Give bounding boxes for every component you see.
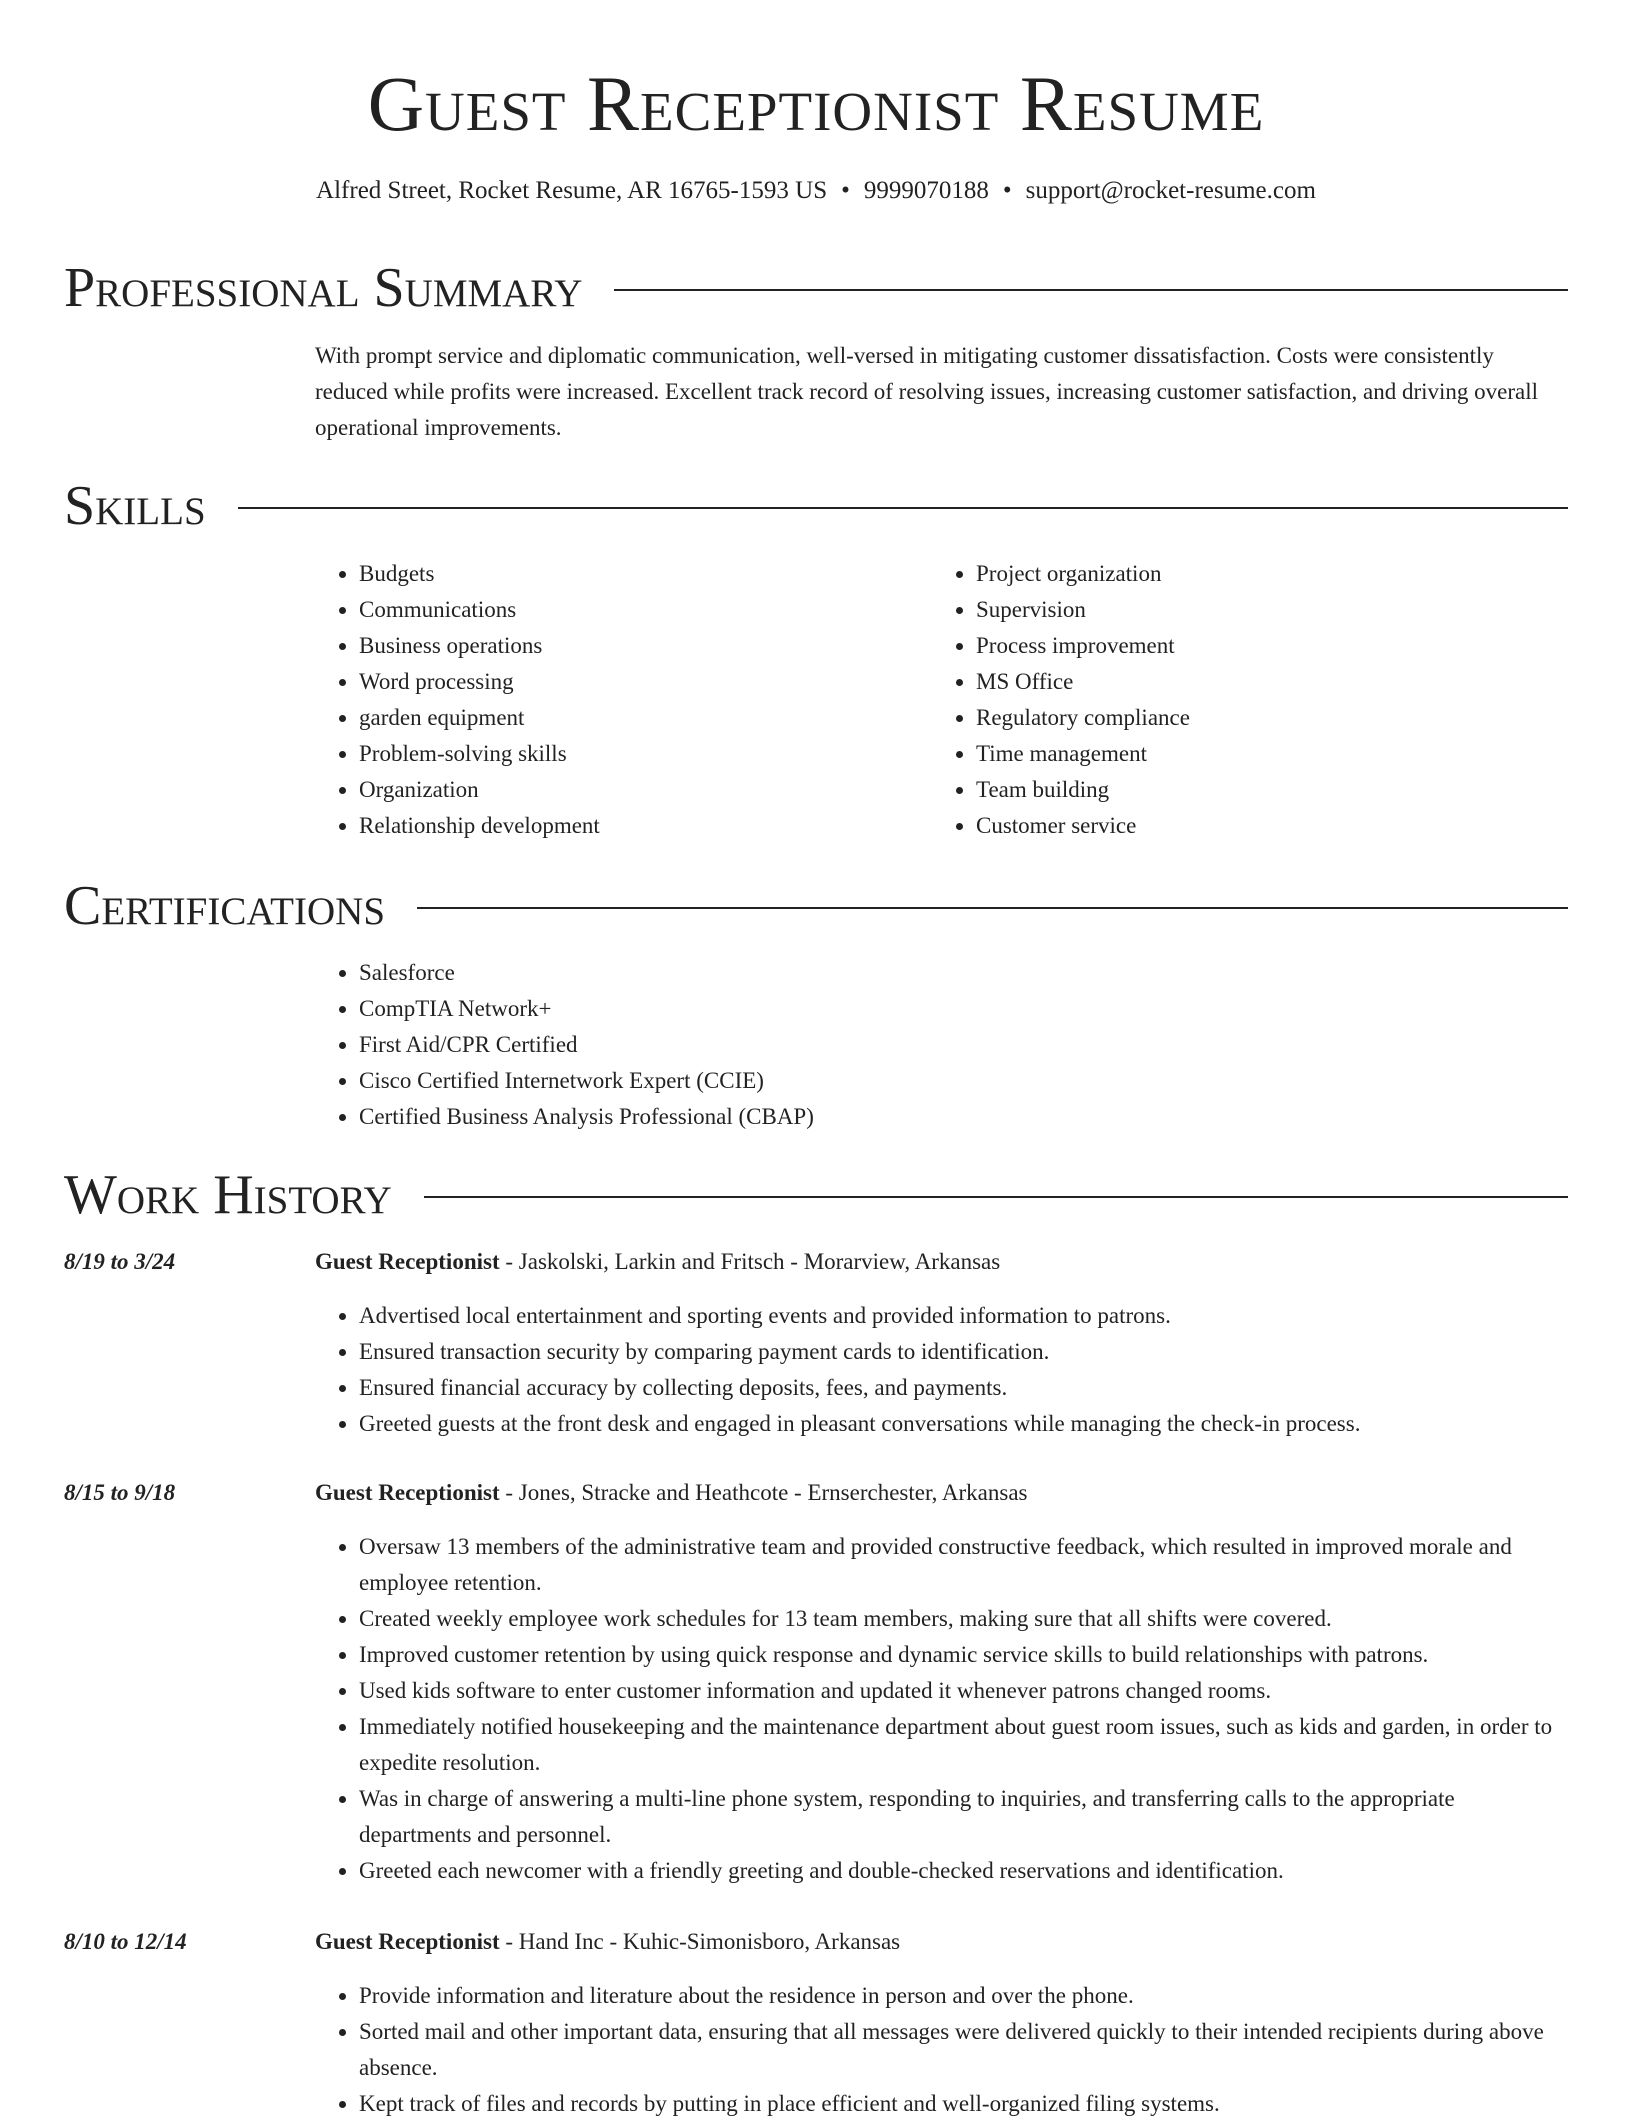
job-header (315, 1244, 1568, 1280)
certification-item: • Salesforce (359, 955, 1568, 991)
skills-list-left (315, 556, 915, 844)
page-title: Guest Receptionist Resume (367, 60, 1265, 147)
skill-item: • Regulatory compliance (976, 700, 1532, 736)
contact-phone: 9999070188 (863, 177, 989, 204)
summary-section-header (64, 258, 1568, 318)
certification-item: • Certified Business Analysis Professional (CBAP) (359, 1099, 1568, 1135)
job-company: - Jones, Stracke and Heathcote - Ernserchester, Arkansas (499, 1480, 1028, 1505)
duty-item: • Ensured financial accuracy by collecting deposits, fees, and payments. (359, 1370, 1568, 1406)
job-title: Guest Receptionist (315, 1929, 500, 1954)
skill-item: • Process improvement (976, 628, 1532, 664)
job-duties (315, 1978, 1568, 2122)
section-divider (417, 907, 1568, 909)
duty-item: • Was in charge of answering a multi-line phone system, responding to inquiries, and transferring calls to the appropriate departments and personnel. (359, 1781, 1568, 1853)
work-history-section-header (64, 1165, 1568, 1225)
duty-item: • Created weekly employee work schedules for 13 team members, making sure that all shifts were covered. (359, 1601, 1568, 1637)
skill-item: • Business operations (359, 628, 915, 664)
summary-text: With prompt service and diplomatic communication, well-versed in mitigating customer dissatisfaction. Costs were consistently reduced while profits were increased. Excellent track record of resolving issues, increasing customer satisfaction, and driving overall operational improvements. (315, 343, 1539, 440)
skill-item: • Supervision (976, 592, 1532, 628)
duty-item: • Improved customer retention by using quick response and dynamic service skills to build relationships with patrons. (359, 1637, 1568, 1673)
job-dates: 8/15 to 9/18 (64, 1480, 176, 1505)
duty-item: • Greeted guests at the front desk and engaged in pleasant conversations while managing the check-in process. (359, 1406, 1568, 1442)
job-title: Guest Receptionist (315, 1249, 500, 1274)
contact-separator: • (1002, 177, 1012, 204)
summary-heading: Professional Summary (64, 257, 583, 319)
certifications-section-header (64, 876, 1568, 936)
skill-item: • Team building (976, 772, 1532, 808)
skill-item: • MS Office (976, 664, 1532, 700)
contact-address: Alfred Street, Rocket Resume, AR 16765-1593 US (316, 177, 828, 204)
contact-email: support@rocket-resume.com (1025, 177, 1316, 204)
skill-item: • Budgets (359, 556, 915, 592)
duty-item: • Oversaw 13 members of the administrative team and provided constructive feedback, which resulted in improved morale and employee retention. (359, 1529, 1568, 1601)
certification-item: • First Aid/CPR Certified (359, 1027, 1568, 1063)
skill-item: • Problem-solving skills (359, 736, 915, 772)
duty-item: • Greeted each newcomer with a friendly greeting and double-checked reservations and identification. (359, 1853, 1568, 1889)
duty-item: • Ensured transaction security by comparing payment cards to identification. (359, 1334, 1568, 1370)
skill-item: • Word processing (359, 664, 915, 700)
duty-item: • Provide information and literature about the residence in person and over the phone. (359, 1978, 1568, 2014)
skill-item: • Time management (976, 736, 1532, 772)
job-company: - Jaskolski, Larkin and Fritsch - Morarview, Arkansas (499, 1249, 1001, 1274)
contact-separator: • (841, 177, 850, 204)
certification-item: • CompTIA Network+ (359, 991, 1568, 1027)
job-dates: 8/19 to 3/24 (64, 1249, 176, 1274)
duty-item: • Sorted mail and other important data, ensuring that all messages were delivered quickly to their intended recipients during above absence. (359, 2014, 1568, 2086)
skill-item: • Project organization (976, 556, 1532, 592)
job-duties (315, 1298, 1568, 1442)
certifications-heading: Certifications (64, 875, 386, 937)
certification-item: • Cisco Certified Internetwork Expert (CCIE) (359, 1063, 1568, 1099)
skill-item: • Organization (359, 772, 915, 808)
job-dates: 8/10 to 12/14 (64, 1929, 187, 1954)
duty-item: • Immediately notified housekeeping and the maintenance department about guest room issues, such as kids and garden, in order to expedite resolution. (359, 1709, 1568, 1781)
job-company: - Hand Inc - Kuhic-Simonisboro, Arkansas (499, 1929, 901, 1954)
work-history-heading: Work History (64, 1164, 392, 1226)
job-duties (315, 1529, 1568, 1889)
section-divider (238, 507, 1568, 509)
job-header (315, 1475, 1568, 1511)
skills-list-right (932, 556, 1532, 844)
skill-item: • Customer service (976, 808, 1532, 844)
skill-item: • garden equipment (359, 700, 915, 736)
skills-heading: Skills (64, 475, 206, 537)
section-divider (424, 1196, 1568, 1198)
job-header (315, 1924, 1568, 1960)
job-title: Guest Receptionist (315, 1480, 500, 1505)
section-divider (614, 289, 1568, 291)
duty-item: • Kept track of files and records by putting in place efficient and well-organized filing systems. (359, 2086, 1568, 2122)
skill-item: • Communications (359, 592, 915, 628)
duty-item: • Advertised local entertainment and sporting events and provided information to patrons. (359, 1298, 1568, 1334)
contact-line (0, 174, 1632, 208)
skill-item: • Relationship development (359, 808, 915, 844)
certifications-list (315, 955, 1568, 1135)
duty-item: • Used kids software to enter customer information and updated it whenever patrons changed rooms. (359, 1673, 1568, 1709)
skills-section-header (64, 476, 1568, 536)
